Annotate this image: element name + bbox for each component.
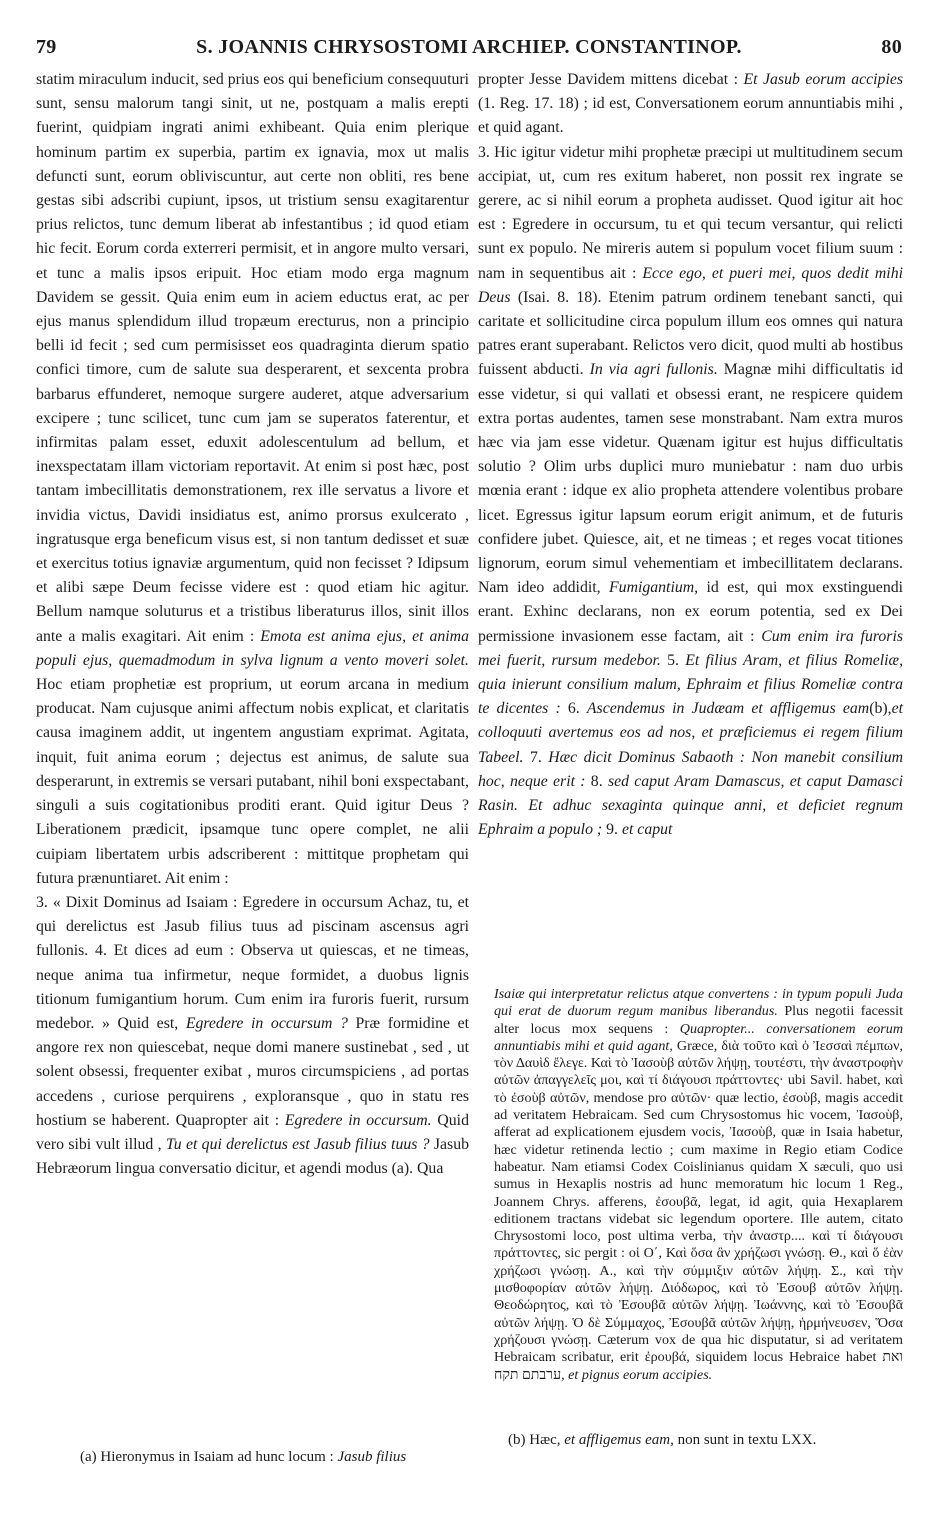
footnote-text <box>494 986 903 1384</box>
right-quote: sed caput Aram Damascus, et caput Damasci Rasin. Et adhuc sexaginta quinque anni, et deficiet regnum Ephraim a populo ; <box>478 772 903 839</box>
footnote-italic: et affligemus eam, <box>564 1432 674 1448</box>
footnote-italic: et pignus eorum accipies. <box>568 1366 713 1383</box>
right-quote: In via agri fullonis. <box>589 361 718 379</box>
left-quote: Tu et qui derelictus est Jasub filius tuus ? <box>165 1135 430 1153</box>
left-paragraph-1 <box>36 68 469 891</box>
footnote-ref: (b), <box>869 700 892 718</box>
left-text: statim miraculum inducit, sed prius eos qui beneficium consequuturi sunt, sensu malorum tangi sinit, ut ne, postquam a malis erepti fuerint, quidpiam ingrati animi exhibeant. Quia enim plerique hominum partim ex superbia, partim ex ignavia, mox ut malis defuncti sunt, eorum obliviscuntur, aut certe non obliti, res bene gestas sibi adscribi cupiunt, ipsos, ut tristium sensu exagitarentur prius relictos, tunc demum liberat ab infestantibus ; id quod etiam hic fecit. Eorum corda exterreri permisit, et in angore multo versari, et tunc a malis ipsos eripuit. Hoc etiam modo erga magnum Davidem se gessit. Quia enim eum in aciem eductus erat, ac per ejus manus splendidum illud tropæum erecturus, non a principio belli id fecit ; sed cum permisisset eos quadraginta dierum spatio confici timore, cum de salute sua desperarent, et sexcenta probra barbarus effunderet, nemoque surgere auderet, atque adversarium excipere ; tunc scilicet, tunc cum jam se superatos faterentur, et infirmitas palam esset, eduxit adolescentulum ad bellum, et inexspectatam illam victoriam reportavit. At enim si post hæc, post tantam imbecillitatis demonstrationem, rex ille servatus a livore et invidia victus, Davidi insidiatus est, animo prorsus exulcerato , ingratusque erga beneficum visus est, si non tantum dedisset et suæ et exercitus totius ignaviæ argumentum, quid non fecisset ? Idipsum et alibi sæpe Deum fecisse videre est : quod etiam hic agitur. Bellum namque soluturus et a tristibus liberaturus illos, sinit illos ante a malis exagitari. Ait enim : <box>36 71 470 645</box>
right-quote: Fumigantium, <box>609 579 699 597</box>
left-quote: Egredere in occursum. <box>284 1111 432 1129</box>
footnote-italic: Jasub filius <box>337 1449 407 1465</box>
footnote-italic: Quapropter... conversationem eorum annuntiabis mihi et quid agant, <box>494 1020 903 1054</box>
footnote-span: Hæc, <box>529 1432 561 1448</box>
left-text: Jasub Hebræorum lingua conversatio dicitur, et agendi modus (a). Qua <box>36 1135 469 1178</box>
right-quote: Et filius Aram, et filius Romeliæ, quia inierunt consilium malum, Ephraim et filius Romeliæ contra te dicentes : <box>478 651 904 718</box>
verse-number: 8. <box>590 772 603 790</box>
left-quote: Emota est anima ejus, et anima populi ejus, quemadmodum in sylva lignum a vento moveri solet. <box>36 627 469 669</box>
footnote-b-label: (b) <box>508 1432 526 1448</box>
right-quote: Cum enim ira furoris mei fuerit, rursum medebor. <box>478 627 903 669</box>
footnote-span: Græce, διὰ τοῦτο καὶ ὁ Ἰεσσαὶ πέμπων, τὸν Δαυὶδ ἔλεγε. Καὶ τὸ Ἰασοὺβ αὐτῶν λήψῃ, τουτέστι, τὴν ἀναστροφὴν αὐτῶν ἀπαγγελεῖς μοι, καὶ τί διάγουσι πράττοντες· ubi Savil. habet, καὶ τὸ ἐσοὺβ αὐτῶν, mendose pro αὐτῶν· quæ lectio, ἐσοὺβ, magis accedit ad veritatem Hebraicam. Sed cum Chrysostomus hic vocem, Ἰασοὺβ, afferat ad explicationem ejusdem vocis, Ἰασοὺβ, quæ in Isaia habetur, hæc videtur retinenda lectio ; cum maxime in Regio etiam Codice habeatur. Nam etiamsi Codex Coislinianus quidam X sæculi, quo usi sumus in Hexaplis nostris ad hunc memoratum hic locum 1 Reg., Joannem Chrys. afferens, ἐσουβᾶ, legat, id agit, quia Hexaplarem editionem tractans videbat sic legendum oportere. Ille autem, citato Chrysostomi loco, post ultima verba, τὴν ἀναστρ.... καὶ τί διάγουσι πράττοντες, sic pergit : οἱ Ο΄, Καὶ ὅσα ἂν χρήζωσι γνώσῃ. Θ., καὶ ὅ ἐὰν χρήζωσι γνώσῃ. Α., καὶ τὴν σύμμιξιν αὐτῶν λήψῃ. Σ., καὶ τὴν μισθοφορίαν αὐτῶν λήψῃ. Διόδωρος, καὶ τὸ Ἐσουβ αὐτῶν λήψῃ. Θεοδώρητος, καὶ τὸ Ἐσουβᾶ αὐτῶν λήψῃ. Ἰωάννης, καὶ τὸ Ἐσουβᾶ αὐτῶν λήψῃ. Ὁ δὲ Σύμμαχος, Ἐσουβᾶ αὐτῶν λήψῃ, ἡρμήνευσεν, Ὅσα χρήζουσι γνώσῃ. Cæterum vox de qua hic disputatur, si ad veritatem Hebraicam scribatur, erit ἐρουβά, siquidem locus Hebraice habet ואת ערבתם תקח, <box>494 1037 903 1383</box>
right-text: (1. Reg. 17. 18) ; id est, Conversationem eorum annuntiabis mihi , et quid agant. <box>478 95 903 137</box>
verse-number: 7. <box>529 748 542 766</box>
footnote-b <box>508 1430 898 1450</box>
right-text: (Isai. 8. 18). Etenim patrum ordinem tenebant sancti, qui caritate et sollicitudine circa populum illum eos omnes qui natura patres erant superabant. Relictos vero dicit, quod multi ab hostibus fuissent abducti. <box>478 288 904 379</box>
right-quote: et colloquuti avertemus eos ad nos, et præficiemus ei regem filium Tabeel. <box>478 700 903 766</box>
footnote-span: Hieronymus in Isaiam ad hunc locum : <box>100 1449 334 1465</box>
footnote-span: non sunt in textu LXX. <box>677 1432 817 1448</box>
verse-number: 9. <box>606 821 618 839</box>
footnote-a <box>80 1447 478 1467</box>
right-quote: et caput <box>621 821 673 839</box>
right-paragraph-2 <box>478 141 903 843</box>
right-column <box>478 68 903 843</box>
right-paragraph-1 <box>478 68 903 141</box>
running-title: S. JOANNIS CHRYSOSTOMI ARCHIEP. CONSTANTINOP. <box>196 36 742 58</box>
left-quote: Egredere in occursum ? <box>185 1014 348 1032</box>
page-number-left: 79 <box>36 36 57 58</box>
left-text: Hoc etiam prophetiæ est proprium, ut eorum arcana in medium producat. Nam cujusque animi affectum nobis explicat, et claritatis causa imaginem addit, ut ingentem angustiam exprimat. Agitata, inquit, fuit anima eorum ; dejectus est animus, de salute sua desperarunt, in extremis se versari putabant, nihil boni exspectabant, singuli a suis cogitationibus proditi erant. Quid igitur Deus ? Liberationem prædicit, ipsamque tunc opere complet, ne alii cuipiam libertatem urbis adscriberent : mittitque prophetam qui futura prænuntiaret. Ait enim : <box>36 676 469 887</box>
running-header <box>36 36 902 66</box>
footnote-a-label: (a) <box>80 1449 97 1465</box>
footnote-a-text <box>80 1447 478 1467</box>
right-text: Magnæ mihi difficultatis id esse videtur, si qui vallati et obsessi erant, ne respicere quidem extra portas audentes, tamen sese monstrabant. Nam extra muros hæc via jam esse videtur. Quænam igitur est hujus difficultatis solutio ? Olim urbs duplici muro muniebatur : nam duo urbis mœnia erant : idque ex alio propheta attendere volentibus probare licet. Egressus igitur lapsum eorum erigit animum, et de futuris confidere jubet. Quiesce, ait, et ne timeas ; et reges vocat titiones lignorum, eorum simul vehementiam et imbecillitatem declarans. Nam ideo addidit, <box>478 361 903 597</box>
footnote-italic: Isaiæ qui interpretatur relictus atque convertens : in typum populi Juda qui erat de duorum regum manibus liberandus. <box>494 986 903 1020</box>
right-quote: Ecce ego, et pueri mei, quos dedit mihi Deus <box>478 264 903 306</box>
footnote-b-text <box>508 1430 898 1450</box>
page-number-right: 80 <box>881 36 902 58</box>
right-text: 3. Hic igitur videtur mihi prophetæ præcipi ut multitudinem secum accipiat, ut, cum res exitum haberet, non possit rex ingrate se gerere, ac si nihil eorum a propheta audisset. Quod igitur ait hoc est : Egredere in occursum, tu et qui tecum versantur, qui relicti sunt ex populo. Ne mireris autem si populum vocet filium suum : nam in sequentibus ait : <box>478 143 903 282</box>
right-quote: Et Jasub eorum accipies <box>743 71 903 88</box>
footnote-continued <box>494 986 903 1384</box>
left-text: Quid vero sibi vult illud , <box>36 1111 469 1153</box>
left-text: Præ formidine et angore rex non quiescebat, neque domi manere sustinebat , sed , ut solent obsessi, frequenter exibat , muros circumspiciens , ad portas accedens , curiose perquirens , exploransque , quo in statu res hostium se haberent. Quapropter ait : <box>36 1014 470 1129</box>
left-text: 3. « Dixit Dominus ad Isaiam : Egredere in occursum Achaz, tu, et qui derelictus est Jasub filius tuus ad piscinam ascensus agri fullonis. 4. Et dices ad eum : Observa ut quiescas, et ne timeas, neque anima tua infirmetur, neque formidet, a duobus lignis titionum fumigantium horum. Cum enim ira furoris fuerit, rursum medebor. » Quid est, <box>36 893 469 1032</box>
left-column <box>36 68 469 1181</box>
footnote-span: Plus negotii facessit alter locus mox sequens : <box>494 1003 903 1037</box>
verse-number: 5. <box>667 651 679 669</box>
right-text: propter Jesse Davidem mittens dicebat : <box>478 71 738 88</box>
right-quote: Hæc dicit Dominus Sabaoth : Non manebit consilium hoc, neque erit : <box>478 748 904 790</box>
right-quote: Ascendemus in Judæam et affligemus eam <box>586 700 870 718</box>
verse-number: 6. <box>567 700 580 718</box>
left-paragraph-2 <box>36 891 469 1181</box>
right-text: id est, qui mox exstinguendi erant. Exhinc declarans, non ex eorum potentia, sed ex Dei permissione invasionem esse factam, ait : <box>478 579 904 645</box>
